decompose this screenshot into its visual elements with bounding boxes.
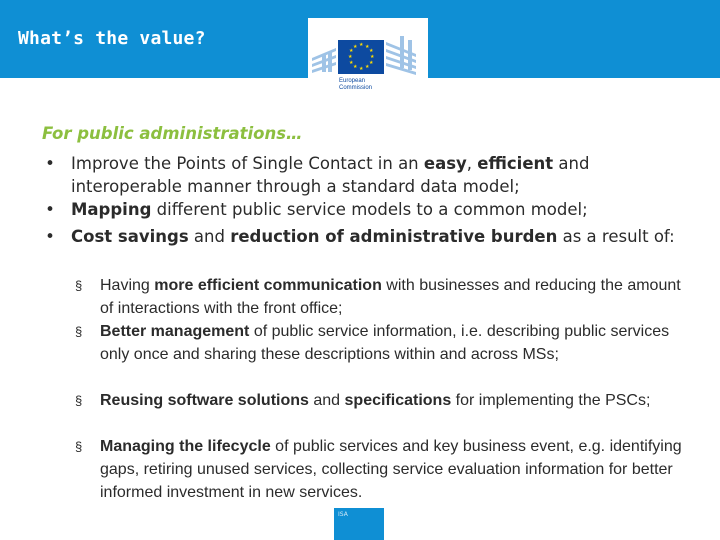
bullet-dot: • bbox=[45, 154, 55, 173]
svg-text:★: ★ bbox=[365, 64, 370, 70]
svg-text:★: ★ bbox=[353, 64, 358, 70]
page-title: What’s the value? bbox=[18, 28, 206, 49]
svg-text:★: ★ bbox=[353, 44, 358, 50]
svg-text:★: ★ bbox=[359, 42, 364, 48]
sub-bullet-item: § Reusing software solutions and specifications for implementing the PSCs; bbox=[75, 392, 651, 409]
sub-bullet-item: § Managing the lifecycle of public services and key business event, e.g. identifying gaps, retiring unused services, collecting service evaluation information for better informed investment in new services. bbox=[75, 438, 682, 501]
svg-text:★: ★ bbox=[369, 60, 374, 66]
svg-text:★: ★ bbox=[348, 54, 353, 60]
logo-text bbox=[339, 78, 372, 92]
logo-line-1: European bbox=[339, 78, 366, 84]
european-commission-logo bbox=[308, 18, 428, 104]
svg-text:★: ★ bbox=[369, 48, 374, 54]
bullet-item bbox=[42, 225, 682, 248]
bullet-text: Improve the Points of Single Contact in an easy, efficient and interoperable manner through a standard data model; bbox=[71, 154, 590, 196]
intro-heading: For public administrations… bbox=[42, 124, 303, 143]
bullet-item bbox=[42, 198, 682, 221]
sub-bullet-marker: § bbox=[75, 439, 83, 454]
sub-bullet-marker: § bbox=[75, 324, 83, 339]
bullet-item bbox=[42, 152, 682, 198]
sub-bullet-item: § Better management of public service information, i.e. describing public services only once and sharing these descriptions within and across MSs; bbox=[75, 323, 670, 363]
sub-bullet-marker: § bbox=[75, 393, 83, 408]
bullet-dot: • bbox=[45, 200, 55, 219]
svg-text:★: ★ bbox=[365, 44, 370, 50]
footer-bar bbox=[334, 508, 384, 540]
svg-text:★: ★ bbox=[349, 60, 354, 66]
bullet-dot: • bbox=[45, 227, 55, 246]
sub-bullet-marker: § bbox=[75, 278, 83, 293]
bullet-text: Mapping different public service models to a common model; bbox=[71, 200, 588, 219]
footer-mark: ISA bbox=[338, 511, 348, 518]
svg-text:★: ★ bbox=[359, 66, 364, 72]
svg-text:★: ★ bbox=[349, 48, 354, 54]
sub-bullet-list bbox=[73, 274, 683, 504]
svg-text:★: ★ bbox=[370, 54, 375, 60]
sub-bullet-item: § Having more efficient communication with businesses and reducing the amount of interactions with the front office; bbox=[75, 277, 681, 317]
logo-line-2: Commission bbox=[339, 85, 373, 91]
bullet-text: Cost savings and reduction of administrative burden as a result of: bbox=[71, 227, 675, 246]
